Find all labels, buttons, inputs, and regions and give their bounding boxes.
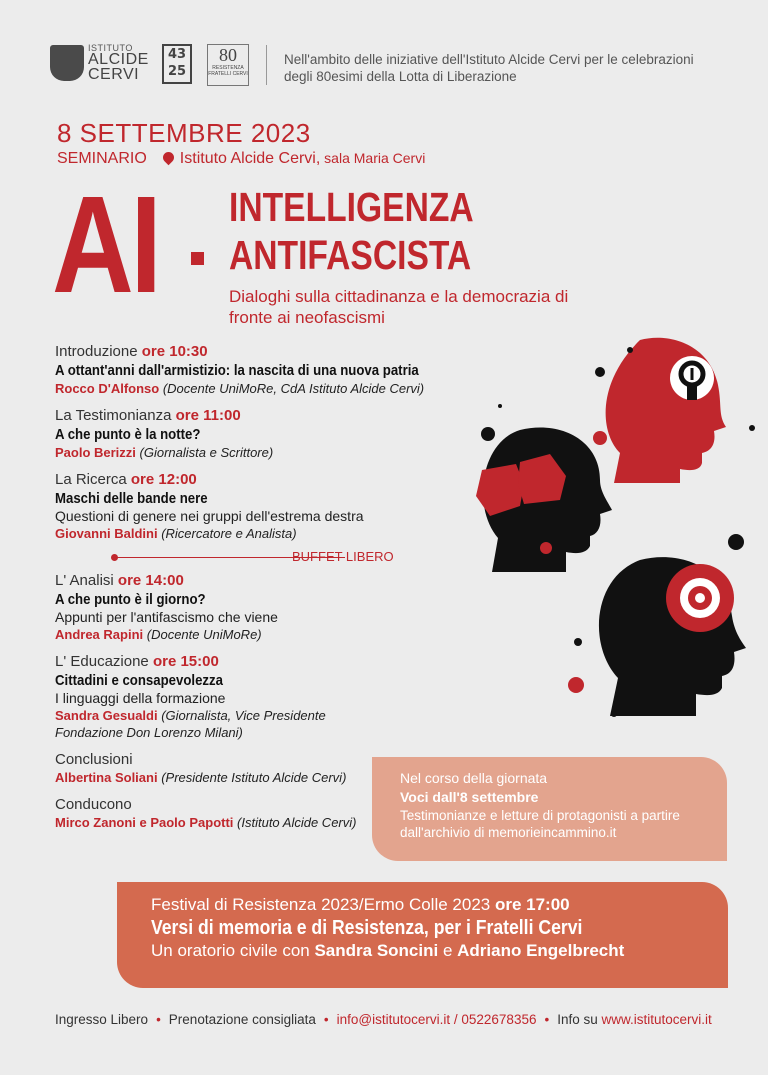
- festival-box: [117, 882, 728, 988]
- session-testimonianza: La Testimonianza ore 11:00 A che punto è la notte? Paolo Berizzi (Giornalista e Scrittore): [55, 407, 455, 461]
- logo-line2: CERVI: [88, 66, 140, 83]
- buffet-divider: [55, 548, 455, 566]
- session-intro: Introduzione ore 10:30 A ottant'anni dall'armistizio: la nascita di una nuova patria Rocco D'Alfonso (Docente UniMoRe, CdA Istituto Alcide Cervi): [55, 343, 425, 396]
- title-dot: [191, 252, 204, 265]
- session-title: A che punto è la notte?: [55, 426, 201, 443]
- head-gear-icon: [599, 557, 746, 716]
- logo-80-resistenza: 80 RESISTENZA FRATELLI CERVI: [207, 44, 249, 86]
- footer-website-link[interactable]: www.istitutocervi.it: [601, 1012, 712, 1027]
- istituto-cervi-logo: [50, 43, 148, 83]
- session-conducono: Conducono Mirco Zanoni e Paolo Papotti (Istituto Alcide Cervi): [55, 796, 357, 830]
- logo-80-number: 80: [219, 45, 237, 65]
- voci-box: [372, 757, 727, 861]
- voci-intro: Nel corso della giornata: [400, 770, 548, 786]
- festival-title: Versi di memoria e di Resistenza, per i Fratelli Cervi: [151, 917, 583, 939]
- cervi-head-icon: [50, 45, 84, 81]
- logo-line1: ALCIDE: [88, 51, 149, 68]
- footer-contact-link[interactable]: info@istitutocervi.it / 0522678356: [336, 1012, 537, 1027]
- footer-ingresso: Ingresso Libero: [55, 1012, 149, 1027]
- session-conclusioni: Conclusioni Albertina Soliani (Presidente Istituto Alcide Cervi): [55, 751, 347, 785]
- festival-header: Festival di Resistenza 2023/Ermo Colle 2023 ore 17:00: [151, 895, 570, 914]
- session-title: Cittadini e consapevolezza: [55, 672, 223, 689]
- logo-small-text: ISTITUTO: [88, 43, 133, 53]
- session-title: Maschi delle bande nere: [55, 490, 208, 507]
- header-divider: [266, 45, 267, 85]
- head-lightbulb-icon: [606, 338, 726, 483]
- location-pin-icon: [161, 150, 177, 166]
- session-ricerca: La Ricerca ore 12:00 Maschi delle bande nere Questioni di genere nei gruppi dell'estrema destra Giovanni Baldini (Ricercatore e Analista): [55, 471, 455, 542]
- title-ai: AI: [52, 168, 159, 322]
- heads-illustration: [460, 330, 760, 730]
- footer-prenotazione: Prenotazione consigliata: [168, 1012, 316, 1027]
- event-type: SEMINARIO: [57, 150, 147, 167]
- footer: Ingresso Libero • Prenotazione consigliata • info@istitutocervi.it / 0522678356 • Info su www.istitutocervi.it: [55, 1012, 712, 1027]
- logo-4325: 43 25: [162, 44, 192, 84]
- session-title: A ottant'anni dall'armistizio: la nascita di una nuova patria: [55, 362, 419, 379]
- festival-desc: Un oratorio civile con Sandra Soncini e Adriano Engelbrecht: [151, 941, 625, 960]
- title-line2: ANTIFASCISTA: [229, 232, 472, 278]
- voci-title: Voci dall'8 settembre: [400, 789, 539, 805]
- title-subtitle: Dialoghi sulla cittadinanza e la democrazia di fronte ai neofascismi: [229, 287, 569, 327]
- voci-desc: Testimonianze e letture di protagonisti a partire dall'archivio di memorieincammino.it: [400, 808, 680, 840]
- title-line1: INTELLIGENZA: [229, 184, 474, 230]
- header-note: Nell'ambito delle iniziative dell'Istituto Alcide Cervi per le celebrazioni degli 80esimi della Lotta di Liberazione: [284, 52, 694, 84]
- session-analisi: L' Analisi ore 14:00 A che punto è il giorno? Appunti per l'antifascismo che viene Andrea Rapini (Docente UniMoRe): [55, 572, 455, 643]
- logo-name: [88, 52, 149, 82]
- event-location: Istituto Alcide Cervi,: [179, 150, 321, 167]
- session-educazione: L' Educazione ore 15:00 Cittadini e consapevolezza I linguaggi della formazione Sandra Gesualdi (Giornalista, Vice Presidente Fondazione Don Lorenzo Milani): [55, 653, 455, 741]
- event-date: 8 SETTEMBRE 2023: [57, 118, 311, 148]
- session-title: A che punto è il giorno?: [55, 591, 206, 608]
- buffet-label: BUFFET LIBERO: [292, 549, 394, 564]
- event-info: [57, 150, 425, 168]
- event-room: sala Maria Cervi: [320, 150, 426, 166]
